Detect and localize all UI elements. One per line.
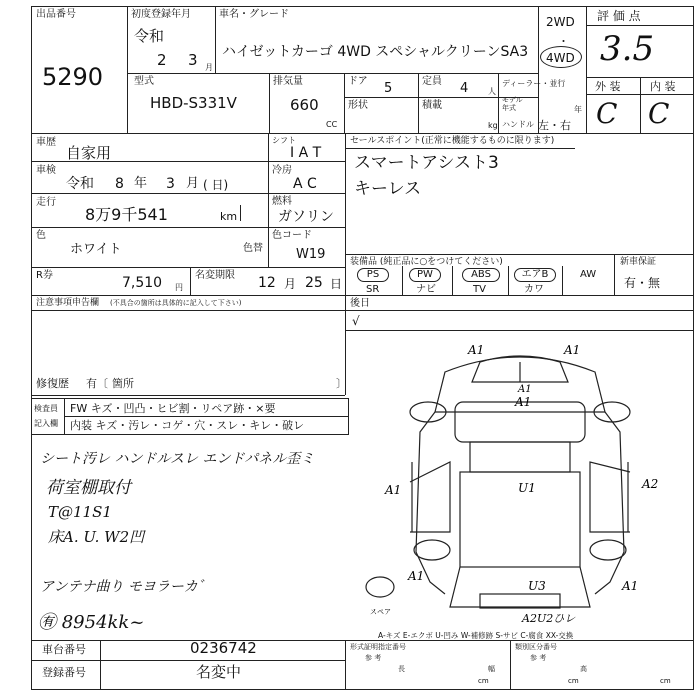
history-label: 車歴 (36, 137, 56, 148)
rear-mark: √ (352, 314, 360, 328)
category-label: 類別区分番号 (515, 643, 557, 651)
equip-airbag: エアB (514, 268, 556, 282)
capacity-value: 4 (460, 81, 469, 96)
shift-value: I A T (290, 145, 322, 161)
first-reg-label: 初度登録年月 (131, 9, 191, 20)
recycle-value: 7,510 (122, 275, 163, 291)
diagram-mark-1: A1 (468, 343, 485, 357)
first-reg-year: 2 (157, 51, 167, 69)
grade-int-value: C (648, 97, 670, 130)
handwritten-line-6: ㊒ 8954kk~ (38, 612, 145, 633)
recycle-label: R券 (36, 270, 53, 281)
equip-tv: TV (473, 284, 486, 295)
new-car-value: 有・無 (624, 276, 661, 290)
handwritten-line-2: 荷室棚取付 (46, 478, 131, 498)
diagram-mark-7: A1 (408, 569, 425, 583)
capacity-label: 定員 (422, 76, 442, 87)
reference-label-1: 参 考 (365, 654, 382, 662)
drive-4wd: 4WD (546, 51, 575, 65)
equip-sr: SR (366, 284, 380, 295)
mileage-unit: km (220, 210, 238, 223)
model-name-value: ハイゼットカーゴ 4WD スペシャルクリーンSA3 (222, 44, 529, 60)
inspector-row2: 内装 キズ・汚レ・コゲ・穴・スレ・キレ・破レ (70, 419, 305, 432)
diagram-mark-5: U1 (518, 481, 536, 495)
model-year-label2: 年式 (502, 104, 516, 112)
spare-label: スペア (370, 608, 391, 616)
type-code-value: HBD-S331V (150, 94, 237, 112)
inspection-month-unit: 月 (186, 176, 200, 191)
equipment-label: 装備品 (純正品に○をつけてください) (350, 257, 503, 267)
notes-sub: (不具合の箇所は具体的に記入して下さい) (110, 299, 242, 307)
equip-abs: ABS (462, 268, 500, 282)
repair-value: 有〔 (86, 377, 108, 390)
first-reg-era: 令和 (134, 27, 165, 45)
equip-ps: PS (357, 268, 389, 282)
category-ref: 参 考 (530, 654, 547, 662)
width-unit: cm (568, 677, 579, 685)
inspection-year-unit: 年 (134, 176, 148, 191)
new-car-label: 新車保証 (620, 257, 657, 267)
selling-point-1: スマートアシスト3 (354, 153, 499, 173)
model-year-label1: モデル (502, 96, 523, 104)
inspection-month: 3 (166, 176, 175, 192)
chassis-label: 車台番号 (42, 643, 86, 656)
equip-leather: カワ (524, 284, 544, 295)
handwritten-line-3: T@11S1 (48, 503, 112, 521)
displacement-label: 排気量 (273, 76, 303, 87)
selling-point-2: キーレス (354, 179, 422, 199)
deadline-day-unit: 日 (330, 277, 343, 291)
drive-2wd: 2WD (546, 15, 575, 29)
color-value: ホワイト (70, 242, 122, 257)
grade-ext-label: 外 装 (595, 80, 621, 93)
diagram-mark-11: A1 (518, 384, 532, 395)
equip-navi: ナビ (416, 284, 436, 295)
inspector-label2: 記入欄 (34, 419, 58, 428)
doors-label: ドア (348, 76, 368, 87)
registration-label: 登録番号 (42, 666, 86, 679)
color-code-label: 色コード (272, 230, 312, 241)
inspector-label1: 検査員 (34, 404, 58, 413)
length-unit: cm (478, 677, 489, 685)
grade-int-label: 内 装 (650, 80, 676, 93)
mileage-value: 8万9千541 (85, 205, 168, 224)
mileage-label: 走行 (36, 197, 56, 208)
notes-label: 注意事項申告欄 (36, 298, 100, 308)
aircon-value: A C (293, 176, 317, 192)
diagram-mark-3: A1 (515, 395, 532, 409)
inspection-year: 8 (115, 176, 124, 192)
fuel-value: ガソリン (278, 209, 334, 225)
inspection-era: 令和 (66, 176, 94, 192)
dealer-label: ディーラー・並行 (502, 79, 566, 88)
selling-points-label: セールスポイント(正常に機能するものに限ります) (350, 136, 555, 146)
shift-label: シフト (272, 136, 296, 145)
capacity-unit: 人 (488, 87, 496, 96)
registration-value: 名変中 (196, 663, 242, 681)
displacement-value: 660 (290, 96, 319, 114)
deadline-month-unit: 月 (284, 277, 297, 291)
load-label: 積載 (422, 100, 442, 111)
displacement-unit: CC (326, 120, 338, 129)
deadline-month: 12 (258, 275, 276, 291)
type-code-label: 型式 (134, 76, 154, 87)
doors-value: 5 (384, 81, 393, 96)
grade-label: 評 価 点 (597, 9, 641, 23)
handwritten-line-5: アンテナ曲り モヨラーカ゛ (40, 579, 212, 595)
diagram-mark-2: A1 (564, 343, 581, 357)
first-reg-month-unit: 月 (205, 63, 213, 72)
deadline-label: 名変期限 (195, 270, 235, 281)
chassis-value: 0236742 (190, 639, 257, 657)
equip-aw: AW (580, 269, 597, 280)
equip-pw: PW (409, 268, 441, 282)
height-unit: cm (660, 677, 671, 685)
handwritten-line-4: 床A. U. W2凹 (48, 528, 145, 546)
color-repaint-label: 色替 (243, 243, 263, 254)
handle-value: 左・右 (538, 119, 571, 132)
color-code-value: W19 (296, 247, 326, 262)
length-label: 長 (398, 665, 405, 673)
load-unit: kg (488, 121, 498, 130)
repair-label: 修復歴 (36, 377, 69, 390)
handwritten-line-1: シート汚レ ハンドルスレ エンドパネル歪ミ (40, 451, 315, 467)
color-label: 色 (36, 230, 46, 241)
repair-unit: 箇所 (112, 377, 134, 390)
fuel-label: 燃料 (272, 196, 292, 207)
lot-number: 5290 (42, 63, 104, 91)
diagram-mark-8: U3 (528, 579, 546, 593)
first-reg-month: 3 (188, 51, 198, 69)
diagram-mark-6: A2 (642, 477, 659, 491)
damage-legend: A-キズ E-エクボ U-凹み W-補修跡 S-サビ C-腐食 XX-交換 (378, 631, 574, 640)
shape-label: 形状 (348, 100, 368, 111)
diagram-mark-10: A2U2ひレ (522, 612, 576, 625)
model-year-unit: 年 (574, 105, 582, 114)
recycle-unit: 円 (175, 283, 183, 292)
height-label: 高 (580, 665, 587, 673)
handle-label: ハンドル (502, 120, 534, 129)
grade-ext-value: C (596, 97, 618, 130)
inspector-row1: FW キズ・凹凸・ヒビ割・リペア跡・×要 (70, 402, 276, 415)
inspection-label: 車検 (36, 165, 56, 176)
history-value: 自家用 (66, 144, 112, 162)
diagram-mark-9: A1 (622, 579, 639, 593)
aircon-label: 冷房 (272, 165, 292, 176)
cert-label: 形式証明指定番号 (350, 643, 406, 651)
diagram-mark-4: A1 (385, 483, 402, 497)
rear-label: 後日 (350, 298, 370, 309)
deadline-day: 25 (305, 275, 323, 291)
width-label: 幅 (488, 665, 495, 673)
lot-label: 出品番号 (36, 9, 76, 20)
model-name-label: 車名・グレード (219, 9, 289, 20)
repair-close: 〕 (336, 377, 347, 390)
grade-value: 3.5 (600, 29, 655, 69)
car-damage-diagram (350, 332, 690, 632)
inspection-day: ( 日) (203, 178, 229, 192)
